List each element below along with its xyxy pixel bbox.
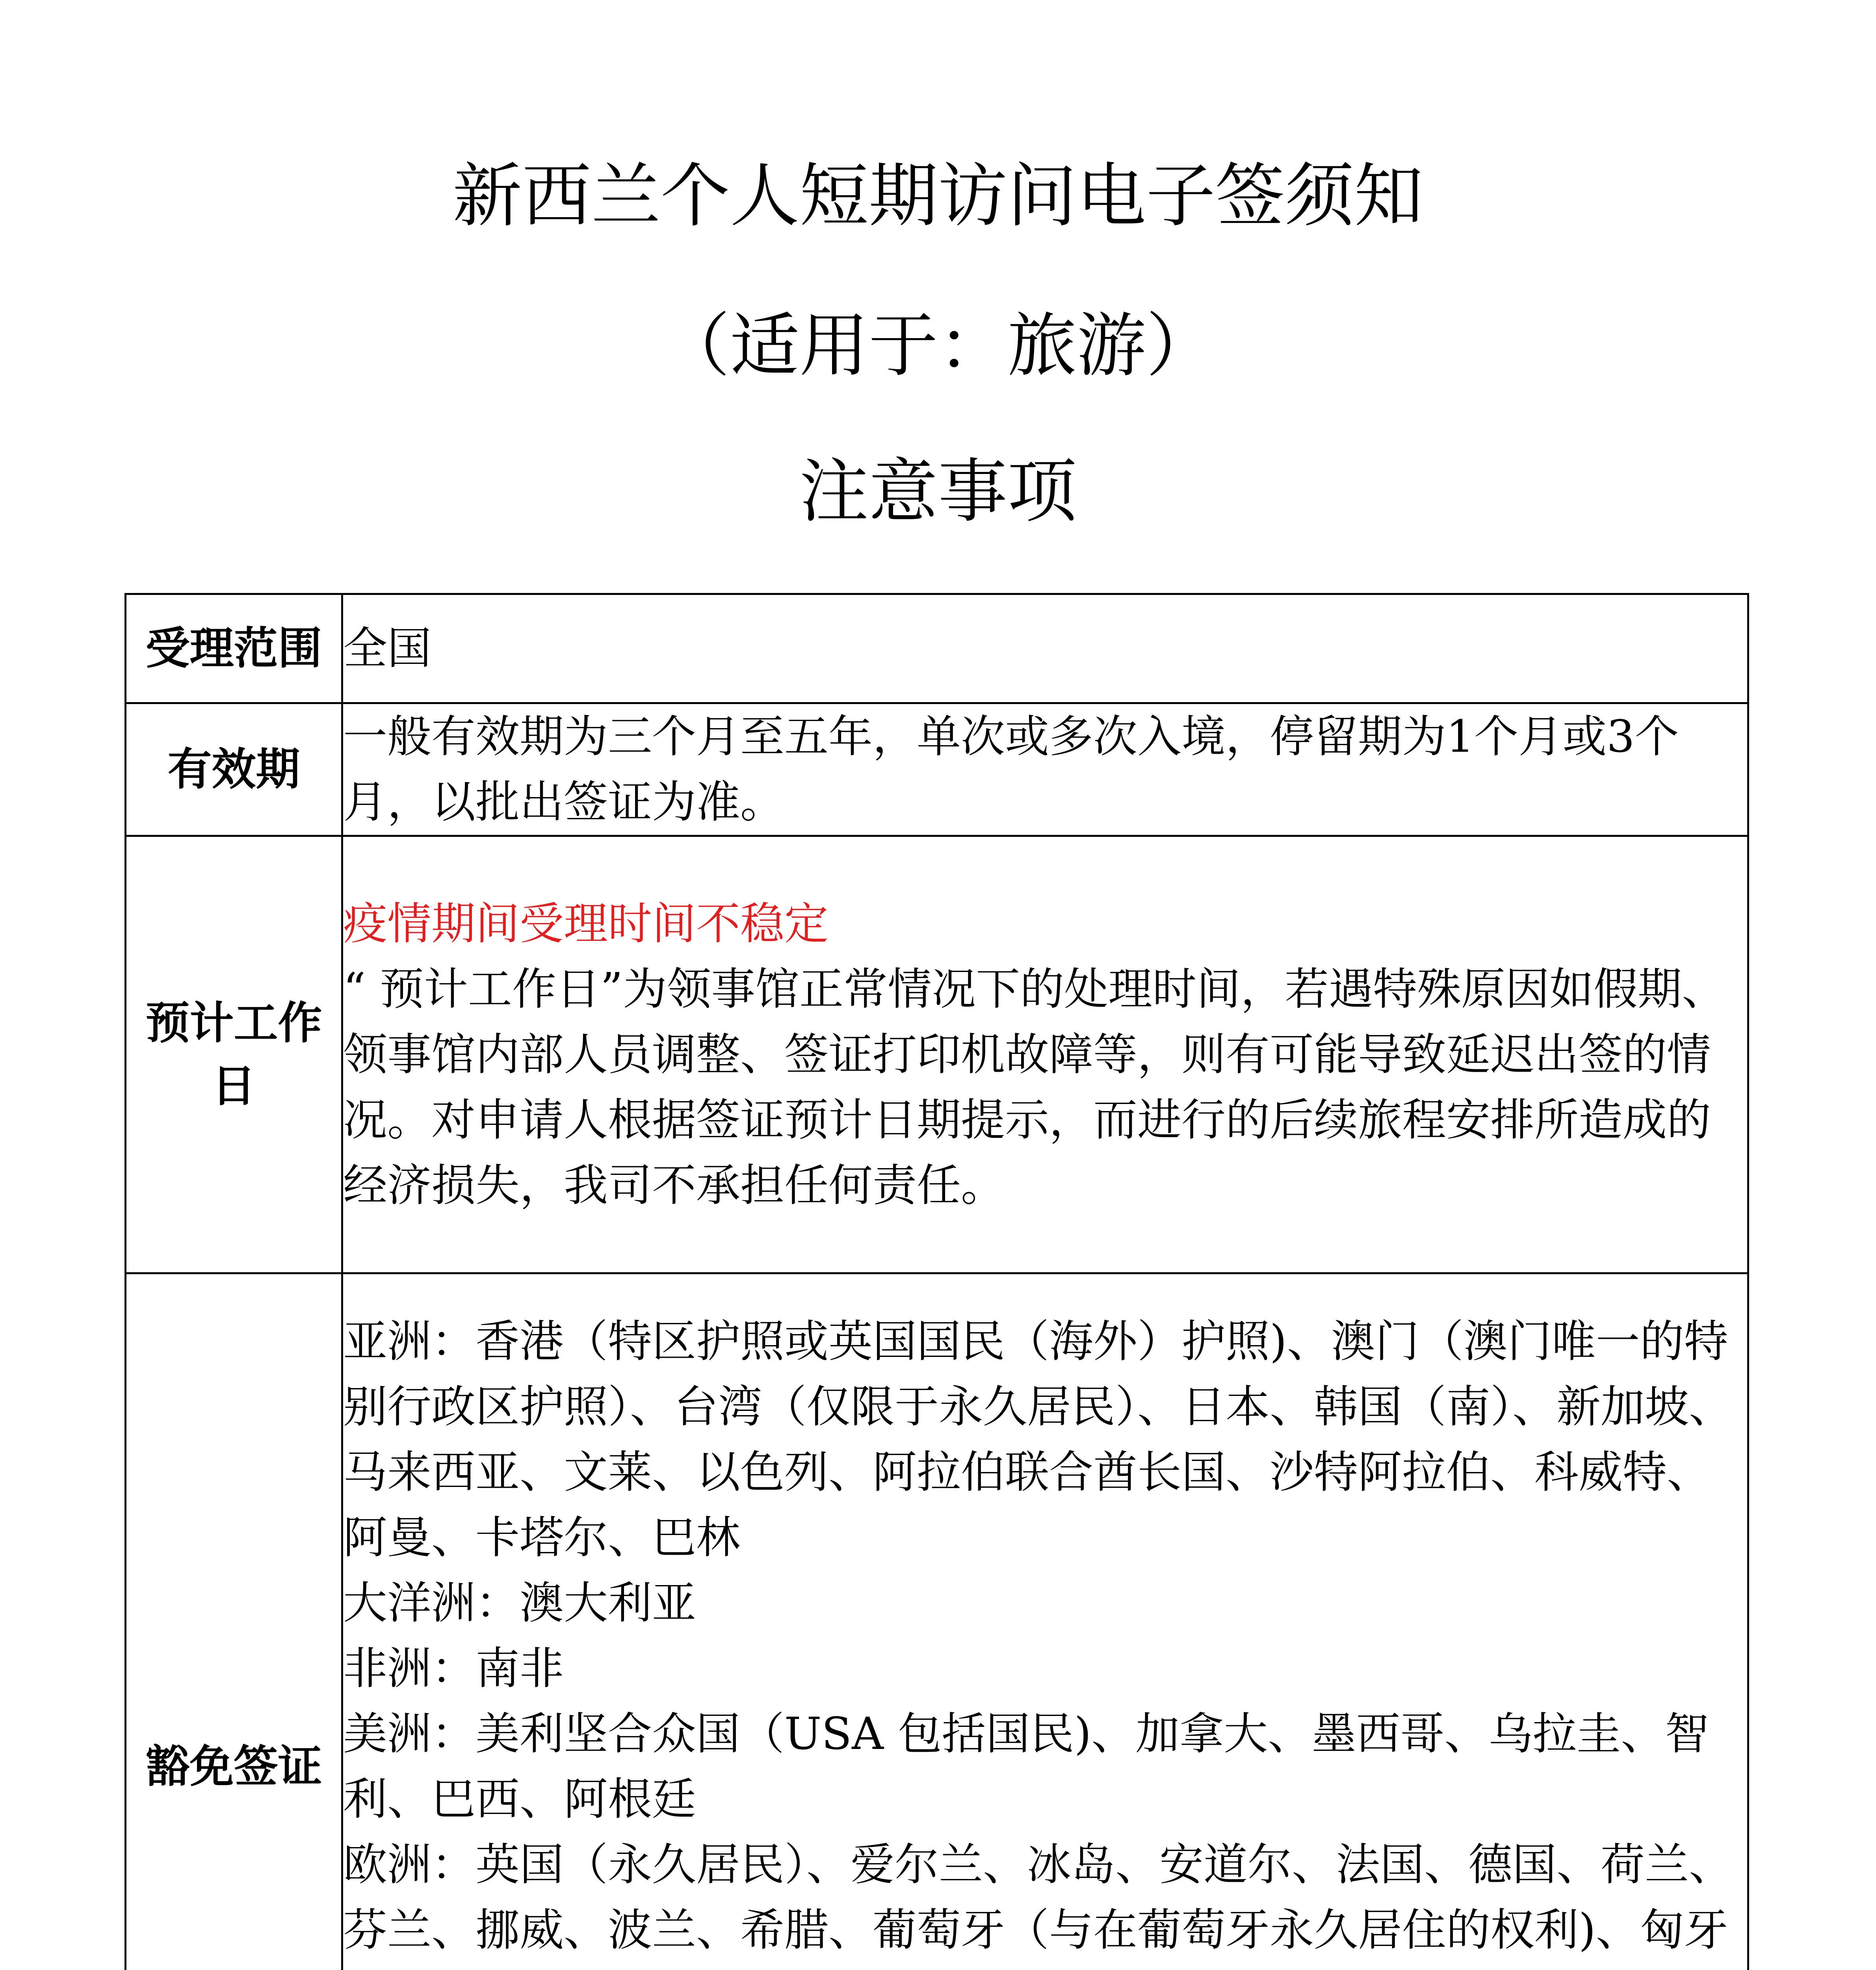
row-label: 豁免签证 xyxy=(126,1273,342,1970)
pandemic-notice: 疫情期间受理时间不稳定 xyxy=(343,898,828,950)
section-heading: 注意事项 xyxy=(799,451,1077,532)
row-label: 有效期 xyxy=(126,703,342,836)
validity-text: 一般有效期为三个月至五年，单次或多次入境，停留期为1个月或3个月，以批出签证为准。 xyxy=(343,711,1679,828)
exempt-americas: 美洲：美利坚合众国（USA 包括国民)、加拿大、墨西哥、乌拉圭、智利、巴西、阿根廷 xyxy=(343,1708,1709,1825)
exempt-oceania: 大洋洲：澳大利亚 xyxy=(343,1578,696,1629)
exempt-africa: 非洲：南非 xyxy=(343,1643,564,1694)
table-row-visa-exempt xyxy=(126,1273,1748,1970)
scope-text: 全国 xyxy=(343,623,431,674)
row-content xyxy=(342,594,1748,703)
row-content xyxy=(342,703,1748,836)
row-label: 受理范围 xyxy=(126,594,342,703)
exempt-asia: 亚洲：香港（特区护照或英国国民（海外）护照)、澳门（澳门唯一的特别行政区护照）、台湾（仅限于永久居民）、日本、韩国（南）、新加坡、马来西亚、文莱、以色列、阿拉伯联合酋长国、沙特阿拉伯、科威特、阿曼、卡塔尔、巴林 xyxy=(343,1316,1733,1563)
document-subtitle: （适用于：旅游） xyxy=(660,305,1215,386)
table-row-processing-days xyxy=(126,836,1748,1273)
table-row-validity xyxy=(126,703,1748,836)
row-content xyxy=(342,1273,1748,1970)
table-row-scope xyxy=(126,594,1748,703)
visa-info-table xyxy=(124,593,1749,1970)
processing-text: “ 预计工作日”为领事馆正常情况下的处理时间，若遇特殊原因如假期、领事馆内部人员调整、签证打印机故障等，则有可能导致延迟出签的情况。对申请人根据签证预计日期提示，而进行的后续旅程安排所造成的经济损失，我司不承担任何责任。 xyxy=(343,963,1726,1211)
row-content xyxy=(342,836,1748,1273)
row-label: 预计工作日 xyxy=(126,836,342,1273)
exempt-europe: 欧洲：英国（永久居民）、爱尔兰、冰岛、安道尔、法国、德国、荷兰、芬兰、挪威、波兰、希腊、葡萄牙（与在葡萄牙永久居住的权利)、匈牙 xyxy=(343,1839,1733,1956)
document-title: 新西兰个人短期访问电子签须知 xyxy=(452,156,1423,236)
